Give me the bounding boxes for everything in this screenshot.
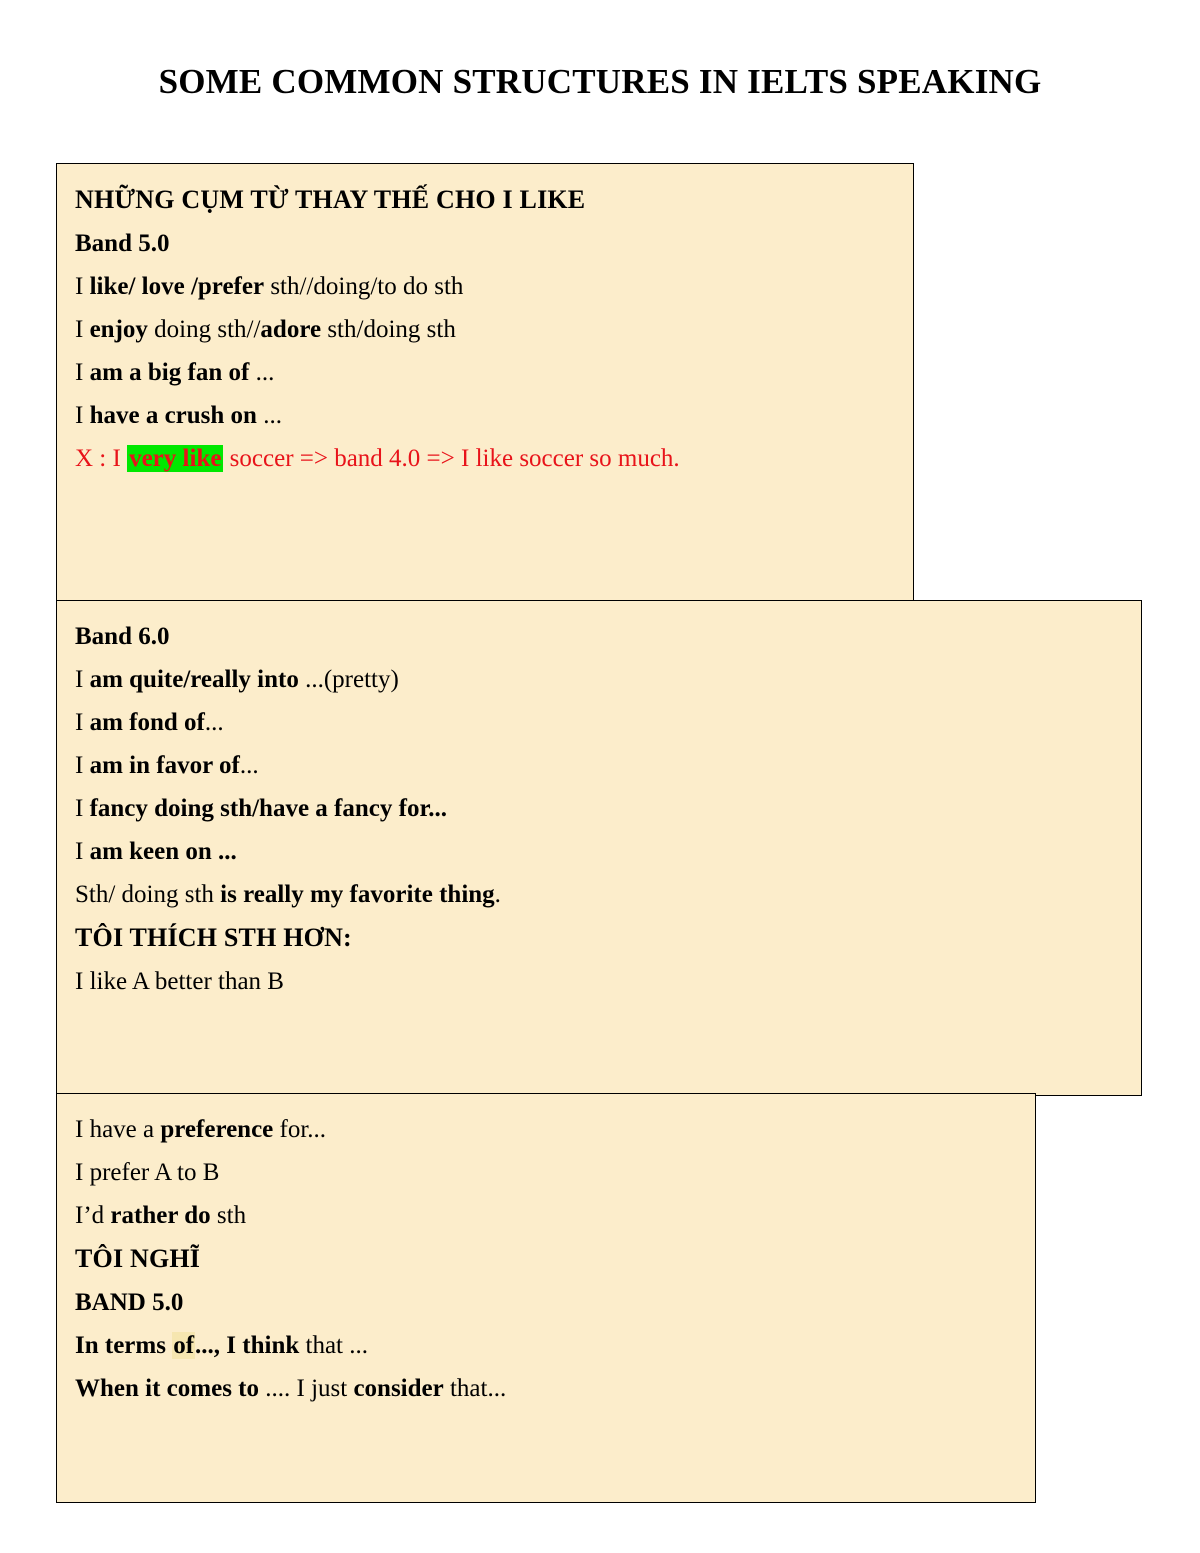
box2-line-2: I am fond of... xyxy=(75,709,224,736)
page-title: SOME COMMON STRUCTURES IN IELTS SPEAKING xyxy=(158,62,1042,101)
box-band-6 xyxy=(56,600,1142,1096)
box3-line-2: I prefer A to B xyxy=(75,1159,220,1186)
box1-line-1: I like/ love /prefer sth//doing/to do sth xyxy=(75,273,464,300)
box2-subheading: TÔI THÍCH STH HƠN: xyxy=(75,923,352,952)
box1-line-4: I have a crush on ... xyxy=(75,402,282,429)
box3-line-3: I’d rather do sth xyxy=(75,1202,247,1229)
box2-line-7: I like A better than B xyxy=(75,968,284,995)
box1-line-3: I am a big fan of ... xyxy=(75,359,275,386)
box3-subheading: TÔI NGHĨ xyxy=(75,1244,201,1273)
box3-line-5: When it comes to .... I just consider that... xyxy=(75,1375,507,1402)
box-i-like-alternatives xyxy=(56,163,914,603)
box2-line-4: I fancy doing sth/have a fancy for... xyxy=(75,795,448,822)
box1-band-label: Band 5.0 xyxy=(75,230,170,257)
box2-line-3: I am in favor of... xyxy=(75,752,259,779)
box-preference-opinion xyxy=(56,1093,1036,1503)
box3-line-1: I have a preference for... xyxy=(75,1116,327,1143)
box2-line-5: I am keen on ... xyxy=(75,838,237,865)
box2-band-label: Band 6.0 xyxy=(75,623,170,650)
box2-line-6: Sth/ doing sth is really my favorite thing. xyxy=(75,881,501,908)
box1-heading: NHỮNG CỤM TỪ THAY THẾ CHO I LIKE xyxy=(75,185,586,214)
box1-line-2: I enjoy doing sth//adore sth/doing sth xyxy=(75,316,456,343)
box3-band-label: BAND 5.0 xyxy=(75,1289,184,1316)
box3-line-4: In terms of..., I think that ... xyxy=(75,1332,369,1359)
box2-line-1: I am quite/really into ...(pretty) xyxy=(75,666,399,693)
box1-error-example: X : I very like soccer => band 4.0 => I like soccer so much. xyxy=(75,445,680,472)
